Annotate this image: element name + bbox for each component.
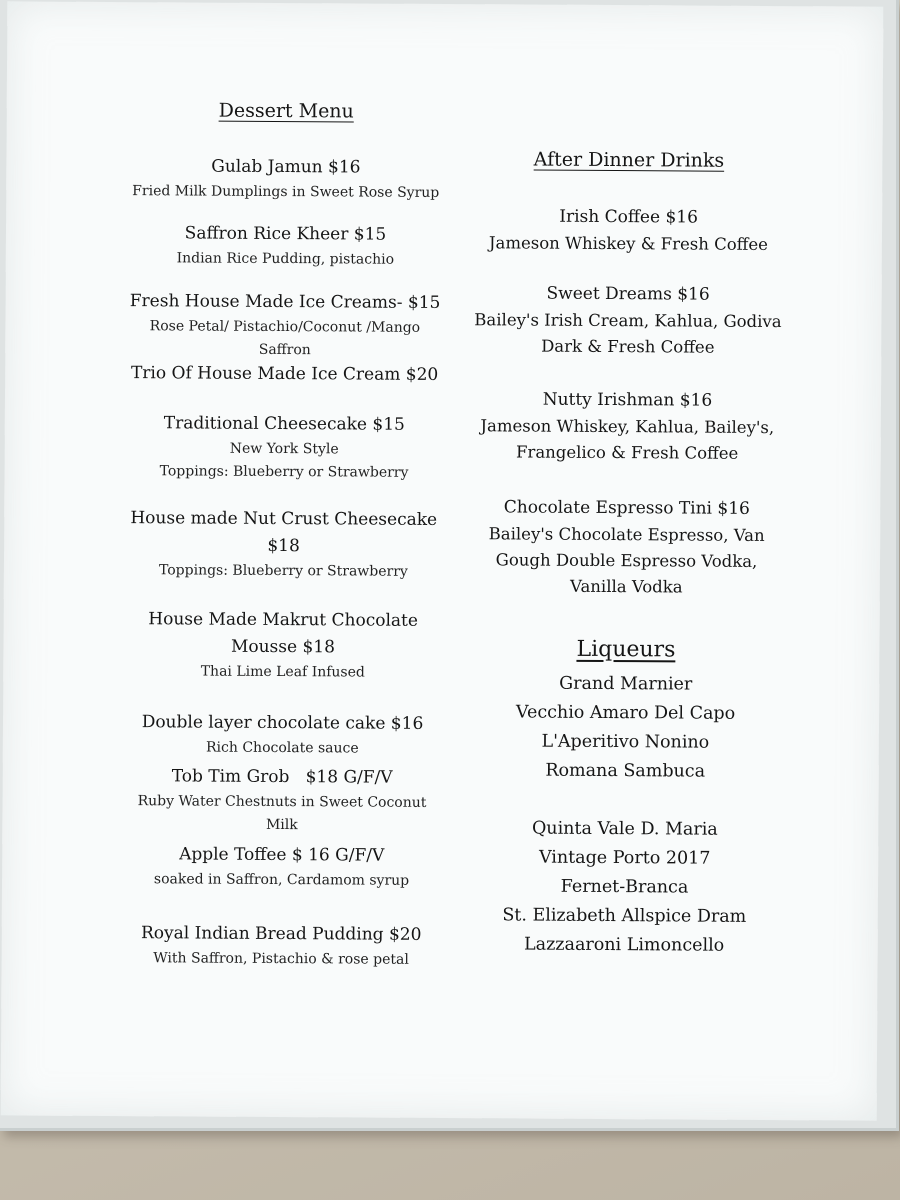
- dessert-item-desc: Thai Lime Leaf Infused: [200, 663, 365, 681]
- dessert-item-desc: soaked in Saffron, Cardamom syrup: [153, 871, 410, 889]
- liqueur-item: Lazzaaroni Limoncello: [523, 934, 725, 956]
- liqueurs-group: [463, 669, 789, 787]
- dessert-item: [117, 360, 452, 389]
- dessert-item: [117, 288, 452, 363]
- dessert-item-name: Mousse $18: [230, 636, 336, 658]
- menu-page: [1, 1, 884, 1120]
- dessert-item-desc: Ruby Water Chestnuts in Sweet Coconut: [137, 793, 427, 811]
- liqueur-item: L'Aperitivo Nonino: [541, 731, 710, 753]
- dessert-item-name: $18: [267, 535, 300, 557]
- dessert-item: [115, 709, 450, 761]
- dessert-item-desc: Milk: [265, 816, 298, 834]
- dessert-item: [118, 220, 453, 272]
- liqueur-item: Grand Marnier: [559, 673, 693, 695]
- dessert-item-desc: Rich Chocolate sauce: [205, 739, 359, 757]
- dessert-item-name: Apple Toffee $ 16 G/F/V: [179, 844, 385, 866]
- liqueurs-group: [462, 814, 788, 961]
- dessert-item-desc: New York Style: [229, 440, 339, 458]
- dessert-item-name: Traditional Cheesecake $15: [163, 413, 405, 435]
- drink-item-desc: Frangelico & Fresh Coffee: [515, 442, 739, 463]
- dessert-item-name: House Made Makrut Chocolate: [148, 609, 419, 631]
- drink-item-desc: Jameson Whiskey, Kahlua, Bailey's,: [480, 416, 775, 438]
- liqueur-item: Fernet-Branca: [560, 876, 689, 898]
- dessert-item-name: Saffron Rice Kheer $15: [184, 223, 387, 245]
- dessert-menu-title: Dessert Menu: [218, 99, 354, 123]
- dessert-item: [116, 505, 451, 584]
- dessert-item: [116, 410, 451, 485]
- liqueurs-section: [463, 636, 788, 663]
- drink-item-desc: Vanilla Vodka: [570, 576, 683, 597]
- liqueurs-title: Liqueurs: [576, 636, 676, 663]
- liqueur-item: Vecchio Amaro Del Capo: [515, 702, 736, 724]
- after-dinner-drinks-title: After Dinner Drinks: [533, 148, 725, 172]
- dessert-item-desc: Saffron: [258, 341, 311, 359]
- liqueur-item: Vintage Porto 2017: [538, 847, 711, 869]
- drink-item-name: Sweet Dreams $16: [546, 283, 710, 305]
- dessert-item: [114, 763, 449, 838]
- drink-item-desc: Dark & Fresh Coffee: [541, 336, 715, 357]
- drink-item: [465, 280, 790, 361]
- drink-item: [466, 203, 791, 258]
- drink-item: [464, 494, 790, 601]
- dessert-item-desc: Rose Petal/ Pistachio/Coconut /Mango: [149, 318, 421, 336]
- drink-item-desc: Gough Double Espresso Vodka,: [495, 550, 758, 571]
- drink-item-name: Chocolate Espresso Tini $16: [503, 497, 750, 519]
- liqueur-item: Romana Sambuca: [545, 760, 706, 782]
- dessert-item-desc: Fried Milk Dumplings in Sweet Rose Syrup: [132, 183, 440, 201]
- dessert-item-name: House made Nut Crust Cheesecake: [130, 508, 438, 530]
- dessert-item-name: Royal Indian Bread Pudding $20: [140, 923, 422, 945]
- drink-item-desc: Bailey's Irish Cream, Kahlua, Godiva: [474, 310, 782, 332]
- dessert-item: [114, 841, 449, 893]
- dessert-item: [113, 920, 448, 972]
- drinks-column: [467, 4, 792, 956]
- dessert-column: [119, 2, 454, 968]
- dessert-item-desc: Toppings: Blueberry or Strawberry: [159, 463, 409, 481]
- liqueur-item: Quinta Vale D. Maria: [531, 818, 718, 840]
- dessert-item-name: Tob Tim Grob $18 G/F/V: [171, 766, 393, 788]
- drink-item-name: Nutty Irishman $16: [542, 389, 713, 411]
- dessert-item: [115, 606, 450, 685]
- drink-item-desc: Bailey's Chocolate Espresso, Van: [488, 524, 765, 545]
- dessert-item-name: Fresh House Made Ice Creams- $15: [129, 291, 441, 313]
- dessert-item: [118, 153, 453, 205]
- dessert-item-desc: With Saffron, Pistachio & rose petal: [153, 950, 409, 968]
- drink-item: [465, 386, 790, 467]
- dessert-item-name: Gulab Jamun $16: [211, 156, 361, 178]
- dessert-item-desc: Indian Rice Pudding, pistachio: [176, 250, 395, 268]
- dessert-item-name: Double layer chocolate cake $16: [141, 712, 424, 734]
- dessert-item-desc: Toppings: Blueberry or Strawberry: [158, 562, 408, 580]
- drink-item-desc: Jameson Whiskey & Fresh Coffee: [488, 233, 768, 254]
- dessert-item-name: Trio Of House Made Ice Cream $20: [130, 363, 439, 385]
- liqueur-item: St. Elizabeth Allspice Dram: [502, 905, 747, 927]
- drink-item-name: Irish Coffee $16: [559, 206, 698, 228]
